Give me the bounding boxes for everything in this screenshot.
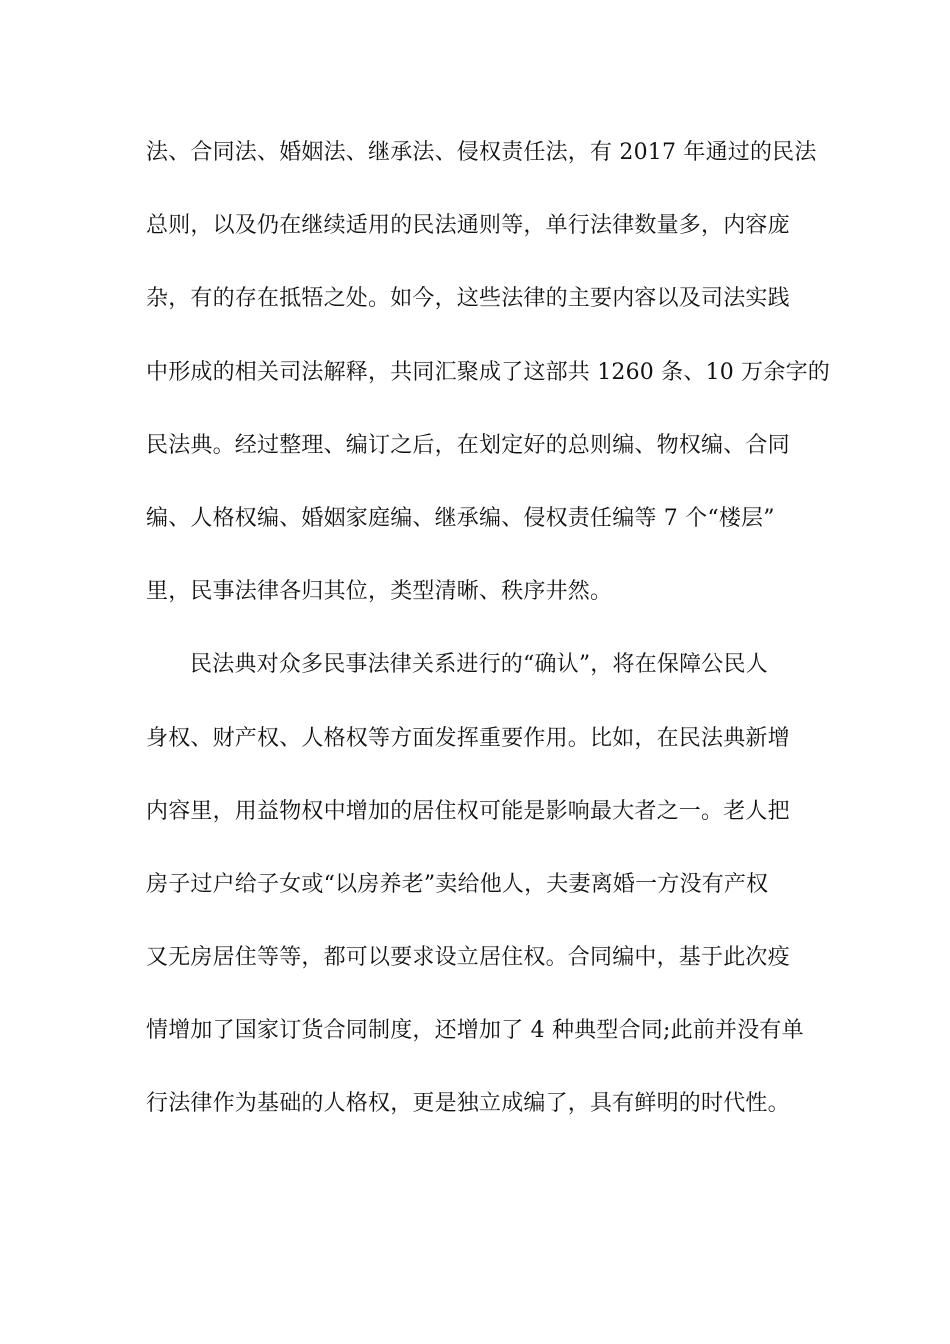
paragraph-1 <box>146 127 830 639</box>
paragraph-line: 又无房居住等等，都可以要求设立居住权。合同编中，基于此次疫 <box>146 945 790 971</box>
paragraph-line: 中形成的相关司法解释，共同汇聚成了这部共 1260 条、10 万余字的 <box>146 359 830 385</box>
paragraph-line: 民法典对众多民事法律关系进行的“确认”，将在保障公民人 <box>190 652 768 678</box>
paragraph-line: 里，民事法律各归其位，类型清晰、秩序井然。 <box>146 579 613 605</box>
paragraph-line: 编、人格权编、婚姻家庭编、继承编、侵权责任编等 7 个“楼层” <box>146 505 775 531</box>
paragraph-line: 房子过户给子女或“以房养老”卖给他人，夫妻离婚一方没有产权 <box>146 871 769 897</box>
paragraph-line: 总则，以及仍在继续适用的民法通则等，单行法律数量多，内容庞 <box>146 213 790 239</box>
paragraph-line: 身权、财产权、人格权等方面发挥重要作用。比如，在民法典新增 <box>146 725 790 751</box>
paragraph-line: 行法律作为基础的人格权，更是独立成编了，具有鲜明的时代性。 <box>146 1091 790 1117</box>
paragraph-line: 法、合同法、婚姻法、继承法、侵权责任法，有 2017 年通过的民法 <box>146 140 817 165</box>
paragraph-2 <box>146 639 811 1151</box>
paragraph-line: 杂，有的存在抵牾之处。如今，这些法律的主要内容以及司法实践 <box>146 286 790 312</box>
paragraph-line: 内容里，用益物权中增加的居住权可能是影响最大者之一。老人把 <box>146 798 790 824</box>
paragraph-line: 民法典。经过整理、编订之后，在划定好的总则编、物权编、合同 <box>146 432 790 458</box>
document-body <box>146 127 830 1152</box>
paragraph-line: 情增加了国家订货合同制度，还增加了 4 种典型合同;此前并没有单 <box>146 1018 804 1044</box>
